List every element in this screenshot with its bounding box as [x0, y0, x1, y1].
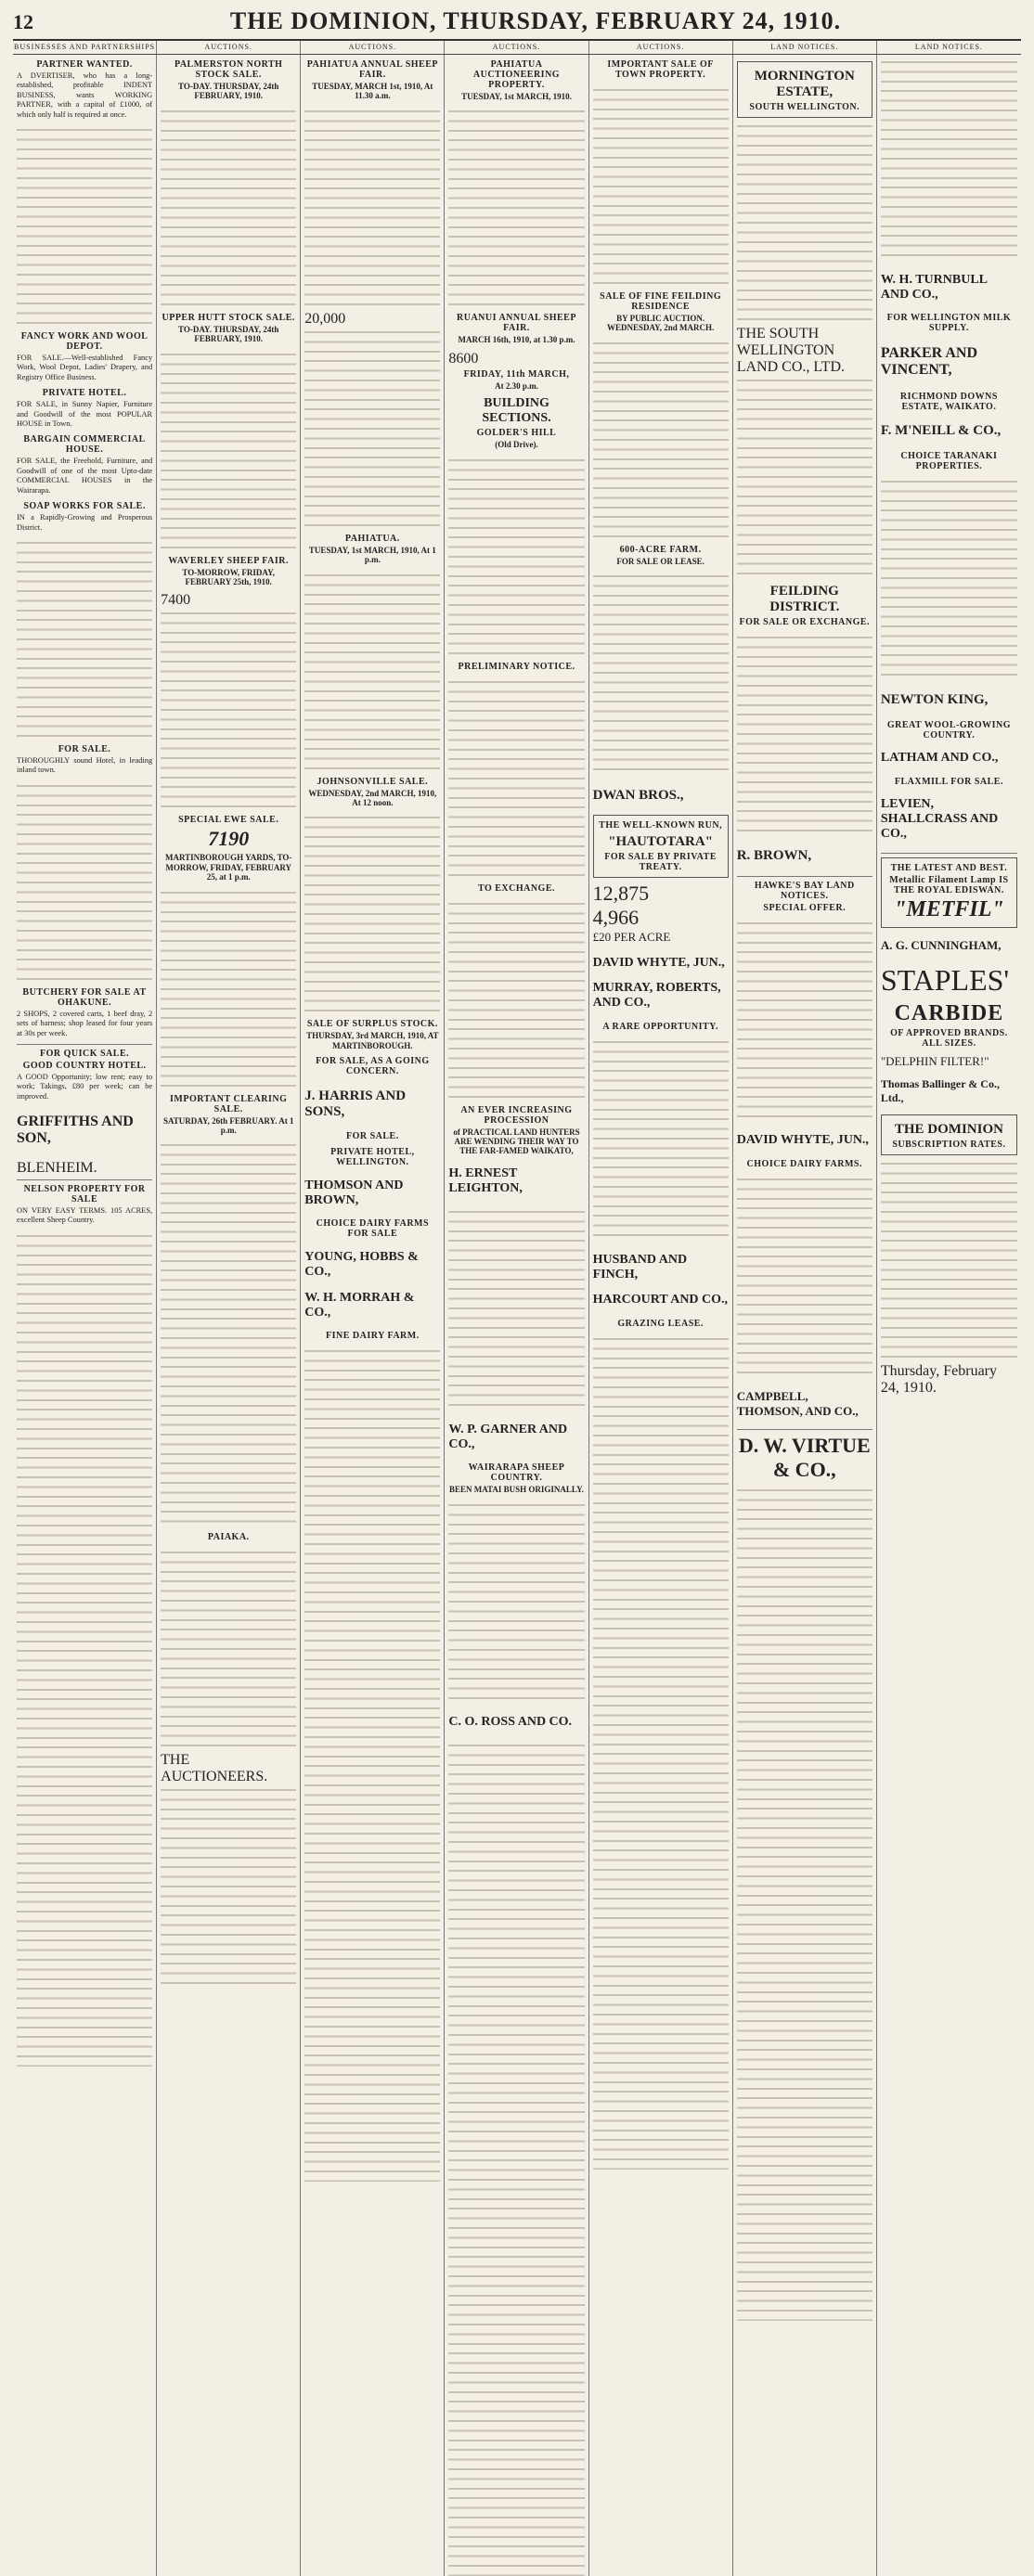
firm-name: THE AUCTIONEERS.	[161, 1752, 268, 1785]
ad-block	[161, 1532, 296, 1542]
text-lines	[161, 888, 296, 1092]
section-heading: LAND NOTICES.	[914, 43, 983, 51]
firm-name: GRIFFITHS AND SON,	[17, 1114, 134, 1147]
ad-title: RUANUI ANNUAL SHEEP FAIR.	[457, 313, 576, 334]
ad-title: RICHMOND DOWNS ESTATE, WAIKATO.	[899, 391, 998, 412]
lamp-brand: "METFIL"	[894, 896, 1004, 921]
firm-name: H. ERNEST LEIGHTON,	[448, 1166, 523, 1196]
headline-figure: BUILDING SECTIONS.	[482, 396, 551, 426]
ad-title: AN EVER INCREASING PROCESSION	[460, 1104, 573, 1126]
section-heading: BUSINESSES AND PARTNERSHIPS	[13, 41, 157, 54]
text-lines	[737, 1175, 872, 1379]
ad-body: 2 SHOPS, 2 covered carts, 1 beef dray, 2 sets of harness; shop leased for four years at 30s per week.	[17, 1009, 153, 1037]
ad-subtitle: MARTINBOROUGH YARDS, TO-MORROW, FRIDAY, FEBRUARY 25, at 1 p.m.	[164, 853, 292, 882]
section-heading: AUCTIONS.	[445, 41, 588, 54]
ad-title: PAHIATUA.	[344, 533, 400, 544]
ad-subtitle: FOR SALE OR EXCHANGE.	[739, 617, 871, 627]
ad-subtitle: GOOD COUNTRY HOTEL.	[22, 1060, 147, 1071]
ad-title: GREAT WOOL-GROWING COUNTRY.	[886, 719, 1011, 741]
firm-name: F. M'NEILL & CO.,	[880, 423, 1002, 439]
ad-title: FINE DAIRY FARM.	[326, 1331, 420, 1342]
ad-subtitle: FOR SALE OR LEASE.	[616, 556, 704, 566]
text-lines	[593, 572, 729, 776]
firm-name: HARCOURT AND CO.,	[592, 1293, 729, 1307]
firm-name: J. HARRIS AND SONS,	[304, 1088, 407, 1119]
ad-title: WAVERLEY SHEEP FAIR.	[168, 555, 289, 566]
text-lines	[737, 633, 872, 837]
section-heading: AUCTIONS.	[157, 41, 301, 54]
ad-block	[737, 584, 872, 627]
firm-name: THE SOUTH WELLINGTON LAND CO., LTD.	[736, 326, 845, 375]
ad-subtitle: SATURDAY, 26th FEBRUARY. At 1 p.m.	[162, 1115, 294, 1136]
column-6	[733, 55, 877, 2576]
text-lines	[304, 107, 440, 311]
ad-block	[304, 777, 440, 808]
text-lines	[593, 339, 729, 543]
text-lines	[161, 609, 296, 813]
ad-block	[881, 720, 1017, 741]
text-lines	[161, 1548, 296, 1752]
firm-name: DAVID WHYTE, JUN.,	[592, 955, 725, 970]
ad-body: A GOOD Opportunity; low rent; easy to work; Takings, £80 per week; can be improved.	[17, 1072, 153, 1101]
ad-block	[17, 331, 152, 382]
firm-name: C. O. ROSS AND CO.	[448, 1715, 573, 1730]
ad-subtitle: TUESDAY, 1st MARCH, 1910, At 1 p.m.	[308, 545, 436, 565]
ad-block	[17, 1049, 152, 1101]
ad-title: IMPORTANT CLEARING SALE.	[170, 1093, 288, 1114]
ad-title: UPPER HUTT STOCK SALE.	[162, 312, 295, 323]
section-headings	[13, 41, 1021, 55]
ad-subtitle: WEDNESDAY, 2nd MARCH, 1910, At 12 noon.	[308, 788, 437, 808]
text-lines	[593, 1334, 729, 2170]
firm-name: MURRAY, ROBERTS, AND CO.,	[592, 981, 721, 1011]
ad-block	[881, 1001, 1017, 1049]
ad-title: PARTNER WANTED.	[36, 59, 133, 70]
ad-subtitle: OF APPROVED BRANDS. ALL SIZES.	[890, 1027, 1008, 1049]
text-lines	[737, 919, 872, 1123]
headline-figure: 7190	[208, 827, 250, 851]
firm-name: HUSBAND AND FINCH,	[592, 1252, 688, 1282]
text-lines	[881, 477, 1017, 681]
headline-figure: 7400	[161, 592, 191, 609]
ad-block	[593, 545, 729, 566]
ad-title: GRAZING LEASE.	[617, 1318, 704, 1329]
text-lines	[593, 85, 729, 290]
headline-figure: 20,000	[304, 310, 346, 327]
ad-block	[593, 1022, 729, 1032]
ad-subtitle: TO-DAY. THURSDAY, 24th FEBRUARY, 1910.	[178, 82, 279, 101]
ad-block	[881, 857, 1017, 928]
text-lines	[304, 328, 440, 532]
ad-block	[737, 61, 872, 118]
text-lines	[737, 122, 872, 326]
ad-body: FOR SALE.—Well-established Fancy Work, Wool Depot, Ladies' Drapery, and Registry Office Business.	[17, 354, 153, 381]
ad-title: 600-ACRE FARM.	[619, 544, 702, 555]
ad-title: WAIRARAPA SHEEP COUNTRY.	[468, 1462, 565, 1484]
headline-figure: £20 PER ACRE	[592, 930, 671, 945]
ad-block	[881, 392, 1017, 412]
column-5	[589, 55, 733, 2576]
text-lines	[304, 1346, 440, 2182]
ad-block	[161, 556, 296, 587]
ad-block	[881, 451, 1017, 471]
beer-brand: STAPLES'	[880, 962, 1010, 997]
firm-name: W. H. TURNBULL AND CO.,	[880, 272, 988, 302]
ad-body: ON VERY EASY TERMS. 105 ACRES, excellent Sheep Country.	[17, 1205, 153, 1225]
ad-title: PRIVATE HOTEL.	[42, 388, 127, 399]
ad-block	[448, 313, 584, 344]
ad-subtitle: SPECIAL OFFER.	[763, 902, 847, 913]
ad-block	[304, 1147, 440, 1167]
text-lines	[448, 1207, 584, 1411]
ad-title: TO EXCHANGE.	[477, 882, 556, 894]
divider	[17, 1044, 152, 1045]
ad-title: NELSON PROPERTY FOR SALE	[23, 1183, 146, 1204]
headline-figure: 4,966	[592, 906, 640, 930]
ad-block	[448, 1105, 584, 1156]
ad-body: FOR SALE, in Sunny Napier, Furniture and Goodwill of the most POPULAR HOUSE in Town.	[17, 400, 153, 429]
ad-block	[304, 1056, 440, 1076]
column-1	[13, 55, 157, 2576]
ad-title: A RARE OPPORTUNITY.	[602, 1021, 718, 1032]
ad-title: CHOICE DAIRY FARMS.	[746, 1159, 862, 1170]
text-lines	[17, 1231, 152, 2067]
firm-name: R. BROWN,	[736, 848, 812, 864]
ad-title: SALE OF SURPLUS STOCK.	[306, 1019, 438, 1030]
ad-title: BUTCHERY FOR SALE AT OHAKUNE.	[22, 986, 147, 1008]
text-lines	[161, 1785, 296, 1990]
ad-block	[17, 1184, 152, 1226]
ad-title: FANCY WORK AND WOOL DEPOT.	[20, 331, 149, 353]
firm-name: DAVID WHYTE, JUN.,	[736, 1133, 869, 1148]
ad-title: SOAP WORKS FOR SALE.	[23, 501, 146, 512]
ad-title: CHOICE TARANAKI PROPERTIES.	[900, 450, 998, 471]
text-lines	[17, 781, 152, 985]
firm-name: W. P. GARNER AND CO.,	[448, 1422, 568, 1451]
ad-block	[304, 1218, 440, 1239]
ad-block	[17, 434, 152, 496]
ad-title: IMPORTANT SALE OF TOWN PROPERTY.	[607, 59, 714, 80]
ad-title: THE LATEST AND BEST.	[890, 862, 1008, 873]
run-name: "HAUTOTARA"	[608, 834, 714, 850]
column-3	[301, 55, 445, 2576]
ad-block	[161, 815, 296, 882]
text-lines	[448, 107, 584, 311]
footer-date: Thursday, February 24, 1910.	[880, 1363, 997, 1397]
ad-subtitle: BY PUBLIC AUCTION. WEDNESDAY, 2nd MARCH.	[606, 314, 715, 333]
text-lines	[881, 1159, 1017, 1363]
text-lines	[161, 1140, 296, 1530]
ad-subtitle: MARCH 16th, 1910, at 1.30 p.m.	[458, 335, 575, 345]
ad-block	[448, 662, 584, 672]
ad-subtitle: At 2.30 p.m.	[495, 380, 538, 391]
firm-name: NEWTON KING,	[880, 692, 989, 708]
ad-subtitle: Metallic Filament Lamp IS THE ROYAL EDISWAN.	[889, 874, 1009, 895]
ad-block	[448, 428, 584, 449]
column-7	[877, 55, 1021, 2576]
firm-name: LATHAM AND CO.,	[880, 751, 999, 766]
ad-subtitle: TO-DAY. THURSDAY, 24th FEBRUARY, 1910.	[178, 324, 279, 344]
ad-title: MORNINGTON ESTATE,	[754, 69, 855, 99]
ad-subtitle: TUESDAY, MARCH 1st, 1910, At 11.30 a.m.	[312, 82, 433, 101]
ad-block	[593, 1319, 729, 1329]
column-2	[157, 55, 301, 2576]
ad-title: BARGAIN COMMERCIAL HOUSE.	[23, 434, 146, 456]
ad-block	[881, 777, 1017, 787]
ad-block	[881, 313, 1017, 333]
ad-title: PAIAKA.	[207, 1532, 250, 1543]
ad-block	[448, 369, 584, 391]
ad-block	[304, 1331, 440, 1341]
ad-title: PAHIATUA AUCTIONEERING PROPERTY.	[472, 59, 561, 90]
firm-name: Thomas Ballinger & Co., Ltd.,	[880, 1077, 1000, 1105]
text-lines	[304, 813, 440, 1017]
ad-title: SALE OF FINE FEILDING RESIDENCE	[600, 291, 722, 312]
ad-title: FOR QUICK SALE.	[40, 1048, 130, 1059]
ad-title: CARBIDE	[894, 1000, 1004, 1025]
ad-block	[593, 59, 729, 80]
text-lines	[448, 677, 584, 882]
ad-title: JOHNSONVILLE SALE.	[317, 776, 429, 787]
filter-name: "DELPHIN FILTER!"	[880, 1053, 989, 1068]
ad-title: CHOICE DAIRY FARMS FOR SALE	[316, 1218, 430, 1240]
firm-name: CAMPBELL, THOMSON, AND CO.,	[736, 1388, 859, 1418]
firm-name: W. H. MORRAH & CO.,	[304, 1290, 415, 1320]
ad-block	[593, 291, 729, 333]
ad-block	[161, 59, 296, 101]
ad-block	[737, 881, 872, 913]
ad-block	[17, 388, 152, 429]
ad-block	[737, 1159, 872, 1169]
ad-title: FOR SALE.	[58, 743, 111, 754]
ad-title: FRIDAY, 11th MARCH,	[463, 368, 570, 380]
page-number: 12	[13, 10, 33, 33]
ad-block	[448, 1462, 584, 1494]
text-lines	[593, 1037, 729, 1242]
ad-block	[17, 59, 152, 120]
ad-title: PALMERSTON NORTH STOCK SALE.	[174, 59, 283, 80]
divider	[737, 1429, 872, 1430]
text-lines	[881, 58, 1017, 262]
ad-block	[593, 815, 729, 878]
ad-block	[17, 501, 152, 533]
divider	[17, 1179, 152, 1180]
ad-subtitle: BEEN MATAI BUSH ORIGINALLY.	[448, 1485, 585, 1495]
ad-body: THOROUGHLY sound Hotel, in leading inland town.	[17, 755, 153, 775]
ad-subtitle: SUBSCRIPTION RATES.	[892, 1140, 1006, 1151]
text-lines	[448, 899, 584, 1103]
ad-body: IN a Rapidly-Growing and Prosperous District.	[17, 513, 153, 532]
ad-block	[17, 987, 152, 1038]
divider	[881, 853, 1017, 854]
ad-title: PRELIMINARY NOTICE.	[458, 661, 575, 672]
headline-figure: 12,875	[592, 882, 650, 906]
ad-body: A DVERTISER, who has a long-established, profitable INDENT BUSINESS, wants WORKING PARTNER, with a capital of £1000, of which only half is required at once.	[17, 71, 153, 119]
ad-block	[881, 1114, 1017, 1155]
text-lines	[448, 456, 584, 660]
ad-block	[304, 1019, 440, 1050]
ad-body: FOR SALE, the Freehold, Furniture, and Goodwill of one of the most Upto-date COMMERCIAL HOUSES in the Wairarapa.	[17, 457, 153, 495]
text-lines	[737, 1486, 872, 2321]
section-heading: AUCTIONS.	[301, 41, 445, 54]
firm-place: BLENHEIM.	[17, 1159, 97, 1176]
ad-title: HAWKE'S BAY LAND NOTICES.	[754, 880, 855, 901]
ad-block	[304, 1131, 440, 1141]
ad-title: THE DOMINION	[894, 1122, 1003, 1138]
ad-subtitle: THURSDAY, 3rd MARCH, 1910, AT MARTINBOROUGH.	[306, 1031, 439, 1050]
ad-title: FOR SALE.	[345, 1131, 399, 1142]
ad-block	[304, 534, 440, 565]
text-lines	[17, 125, 152, 329]
ad-block	[161, 1094, 296, 1136]
text-lines	[448, 1501, 584, 1705]
firm-name: THOMSON AND BROWN,	[304, 1178, 404, 1207]
text-lines	[448, 1741, 584, 2576]
ad-title: FLAXMILL FOR SALE.	[894, 776, 1003, 787]
section-heading: AUCTIONS.	[589, 41, 733, 54]
firm-name: DWAN BROS.,	[592, 787, 684, 803]
ad-title: FEILDING DISTRICT.	[769, 584, 840, 614]
text-lines	[17, 538, 152, 742]
text-lines	[161, 107, 296, 311]
masthead	[13, 7, 1021, 41]
text-lines	[304, 571, 440, 775]
ad-block	[161, 313, 296, 344]
firm-name: LEVIEN, SHALLCRASS AND CO.,	[880, 797, 999, 842]
ad-title: PRIVATE HOTEL, WELLINGTON.	[330, 1147, 415, 1168]
ad-title: FOR WELLINGTON MILK SUPPLY.	[886, 313, 1012, 334]
ad-subtitle: of PRACTICAL LAND HUNTERS ARE WENDING THEIR WAY TO THE FAR-FAMED WAIKATO,	[453, 1127, 580, 1156]
ad-subtitle: SOUTH WELLINGTON.	[749, 102, 860, 112]
ad-block	[448, 883, 584, 894]
ad-title: FOR SALE, AS A GOING CONCERN.	[316, 1056, 430, 1077]
ad-block	[448, 59, 584, 101]
ad-title: GOLDER'S HILL	[476, 428, 557, 439]
ad-subtitle: FOR SALE BY PRIVATE TREATY.	[604, 852, 717, 873]
ad-subtitle: TUESDAY, 1st MARCH, 1910.	[461, 92, 572, 101]
ad-title: SPECIAL EWE SALE.	[178, 815, 279, 826]
firm-name: A. G. CUNNINGHAM,	[880, 937, 1002, 952]
ad-block	[17, 744, 152, 776]
section-heading: LAND NOTICES.	[733, 41, 877, 54]
ad-block	[304, 59, 440, 101]
firm-name: D. W. VIRTUE & CO.,	[738, 1433, 871, 1481]
column-4	[445, 55, 588, 2576]
ad-title: THE WELL-KNOWN RUN,	[599, 820, 723, 831]
text-lines	[737, 376, 872, 580]
ad-subtitle: (Old Drive).	[495, 440, 538, 450]
columns	[13, 55, 1021, 1785]
ad-title: PAHIATUA ANNUAL SHEEP FAIR.	[306, 59, 438, 80]
ad-subtitle: TO-MORROW, FRIDAY, FEBRUARY 25th, 1910.	[182, 567, 276, 587]
firm-name: PARKER AND VINCENT,	[880, 345, 977, 379]
headline-figure: 8600	[448, 350, 479, 367]
divider	[737, 876, 872, 877]
text-lines	[161, 350, 296, 554]
firm-name: YOUNG, HOBBS & CO.,	[304, 1249, 419, 1279]
newspaper-title: THE DOMINION, THURSDAY, FEBRUARY 24, 1910.	[229, 7, 842, 34]
